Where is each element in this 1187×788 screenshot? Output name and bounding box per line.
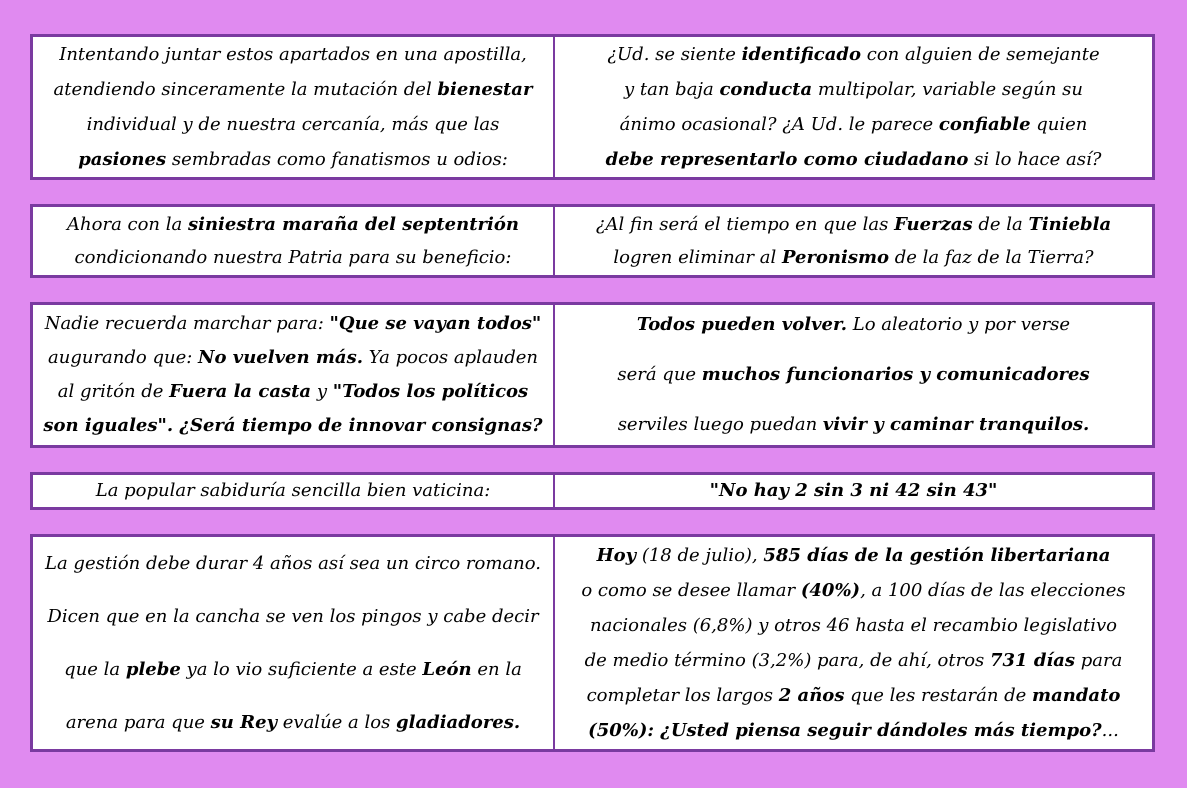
bold-segment: Fuera la casta (169, 381, 312, 402)
text-segment: ánimo ocasional? ¿A Ud. le parece (619, 114, 939, 135)
row-3-left-cell (33, 305, 555, 445)
text-segment: Lo aleatorio y por verse (847, 314, 1071, 335)
bold-segment: pasiones (78, 149, 167, 170)
text-segment: augurando que: (48, 347, 199, 368)
text-line (58, 375, 528, 409)
row-5-right-cell (555, 537, 1152, 749)
text-segment: atendiendo sinceramente la mutación del (53, 79, 438, 100)
text-segment: La popular sabiduría sencilla bien vaticina: (95, 480, 491, 501)
text-segment: ... (1101, 720, 1119, 741)
bold-segment: siniestra maraña del septentrión (187, 214, 519, 235)
bold-segment: son iguales". ¿Será tiempo de innovar consignas? (43, 415, 543, 436)
text-segment: , a 100 días de las elecciones (860, 580, 1126, 601)
text-line (596, 208, 1111, 241)
text-line (581, 573, 1125, 608)
row-2 (30, 204, 1155, 278)
text-segment: La gestión debe durar 4 años así sea un circo romano. (45, 553, 541, 574)
bold-segment: 585 días de la gestión libertariana (763, 545, 1111, 566)
text-line (597, 538, 1111, 573)
text-segment: Nadie recuerda marchar para: (44, 313, 330, 334)
text-segment: con alguien de semejante (861, 44, 1100, 65)
text-line (64, 643, 522, 696)
bold-segment: gladiadores. (396, 712, 521, 733)
row-4-left-cell (33, 475, 555, 507)
text-segment: Ahora con la (67, 214, 188, 235)
text-segment: condicionando nuestra Patria para su beneficio: (74, 247, 512, 268)
bold-segment: Fuerzas (894, 214, 973, 235)
row-5 (30, 534, 1155, 752)
bold-segment: "Que se vayan todos" (329, 313, 542, 334)
text-segment: que la (64, 659, 126, 680)
text-line (585, 643, 1123, 678)
text-line (637, 305, 1070, 350)
bold-segment: "Todos los políticos (332, 381, 529, 402)
text-segment: ya lo vio suficiente a este (180, 659, 423, 680)
text-line (45, 537, 541, 590)
bold-segment: conducta (719, 79, 813, 100)
text-line (87, 107, 500, 142)
text-line (96, 476, 491, 506)
bold-segment: Tiniebla (1028, 214, 1112, 235)
text-segment: sembradas como fanatismos u odios: (166, 149, 508, 170)
text-segment: Intentando juntar estos apartados en una apostilla, (59, 44, 527, 65)
text-line (54, 72, 533, 107)
bold-segment: 731 días (989, 650, 1076, 671)
text-segment: arena para que (65, 712, 211, 733)
bold-segment: Hoy (596, 545, 637, 566)
bold-segment: debe representarlo como ciudadano (605, 149, 969, 170)
row-1-left-cell (33, 37, 555, 177)
text-line (624, 72, 1083, 107)
bold-segment: bienestar (437, 79, 533, 100)
text-segment: de medio término (3,2%) para, de ahí, otros (584, 650, 990, 671)
row-4-right-cell (555, 475, 1152, 507)
text-line (606, 142, 1102, 177)
bold-segment: muchos funcionarios y comunicadores (701, 364, 1090, 385)
row-1 (30, 34, 1155, 180)
bold-segment: Todos pueden volver. (636, 314, 848, 335)
text-line (59, 37, 527, 72)
text-line (620, 107, 1088, 142)
text-segment: ¿Ud. se siente (607, 44, 742, 65)
text-segment: Ya pocos aplauden (362, 347, 538, 368)
text-segment: será que (617, 364, 702, 385)
bold-segment: "No hay 2 sin 3 ni 42 sin 43" (709, 480, 998, 501)
text-segment: (18 de julio), (636, 545, 764, 566)
text-segment: multipolar, variable según su (812, 79, 1083, 100)
text-segment: quien (1030, 114, 1088, 135)
text-line (587, 678, 1121, 713)
bold-segment: mandato (1032, 685, 1121, 706)
text-segment: de la (972, 214, 1029, 235)
text-line (48, 341, 538, 375)
text-segment: en la (471, 659, 522, 680)
text-line (617, 350, 1089, 400)
row-1-right-cell (555, 37, 1152, 177)
text-line (47, 590, 538, 643)
text-segment: de la faz de la Tierra? (889, 247, 1094, 268)
bold-segment: Peronismo (781, 247, 890, 268)
text-line (588, 713, 1119, 748)
bold-segment: vivir y caminar tranquilos. (822, 414, 1090, 435)
text-line (67, 208, 519, 241)
text-segment: y tan baja (624, 79, 720, 100)
bold-segment: 2 años (778, 685, 845, 706)
text-line (607, 37, 1099, 72)
bold-segment: su Rey (210, 712, 278, 733)
text-segment: evalúe a los (277, 712, 397, 733)
text-line (66, 696, 520, 749)
text-segment: ¿Al fin será el tiempo en que las (595, 214, 895, 235)
text-segment: individual y de nuestra cercanía, más que las (86, 114, 500, 135)
row-5-left-cell (33, 537, 555, 749)
text-line (590, 608, 1117, 643)
text-segment: que les restarán de (844, 685, 1033, 706)
bold-segment: (40%) (800, 580, 861, 601)
text-line (43, 409, 542, 443)
text-line (45, 307, 542, 341)
bold-segment: León (422, 659, 472, 680)
row-2-right-cell (555, 207, 1152, 275)
text-line (710, 476, 998, 506)
bold-segment: plebe (125, 659, 181, 680)
text-segment: al gritón de (57, 381, 170, 402)
row-4 (30, 472, 1155, 510)
text-segment: para (1075, 650, 1123, 671)
text-segment: completar los largos (586, 685, 779, 706)
row-2-left-cell (33, 207, 555, 275)
text-segment: nacionales (6,8%) y otros 46 hasta el recambio legislativo (590, 615, 1117, 636)
text-line (78, 142, 508, 177)
text-segment: y (311, 381, 333, 402)
row-3-right-cell (555, 305, 1152, 445)
bold-segment: No vuelven más. (198, 347, 363, 368)
text-segment: si lo hace así? (968, 149, 1102, 170)
text-line (613, 241, 1093, 274)
bold-segment: identificado (741, 44, 862, 65)
bold-segment: confiable (938, 114, 1031, 135)
bold-segment: (50%): ¿Usted piensa seguir dándoles más tiempo? (588, 720, 1102, 741)
text-line (618, 400, 1090, 445)
text-segment: Dicen que en la cancha se ven los pingos y cabe decir (47, 606, 539, 627)
text-line (75, 241, 512, 274)
text-segment: serviles luego puedan (617, 414, 823, 435)
row-3 (30, 302, 1155, 448)
text-segment: logren eliminar al (613, 247, 782, 268)
text-segment: o como se desee llamar (581, 580, 801, 601)
